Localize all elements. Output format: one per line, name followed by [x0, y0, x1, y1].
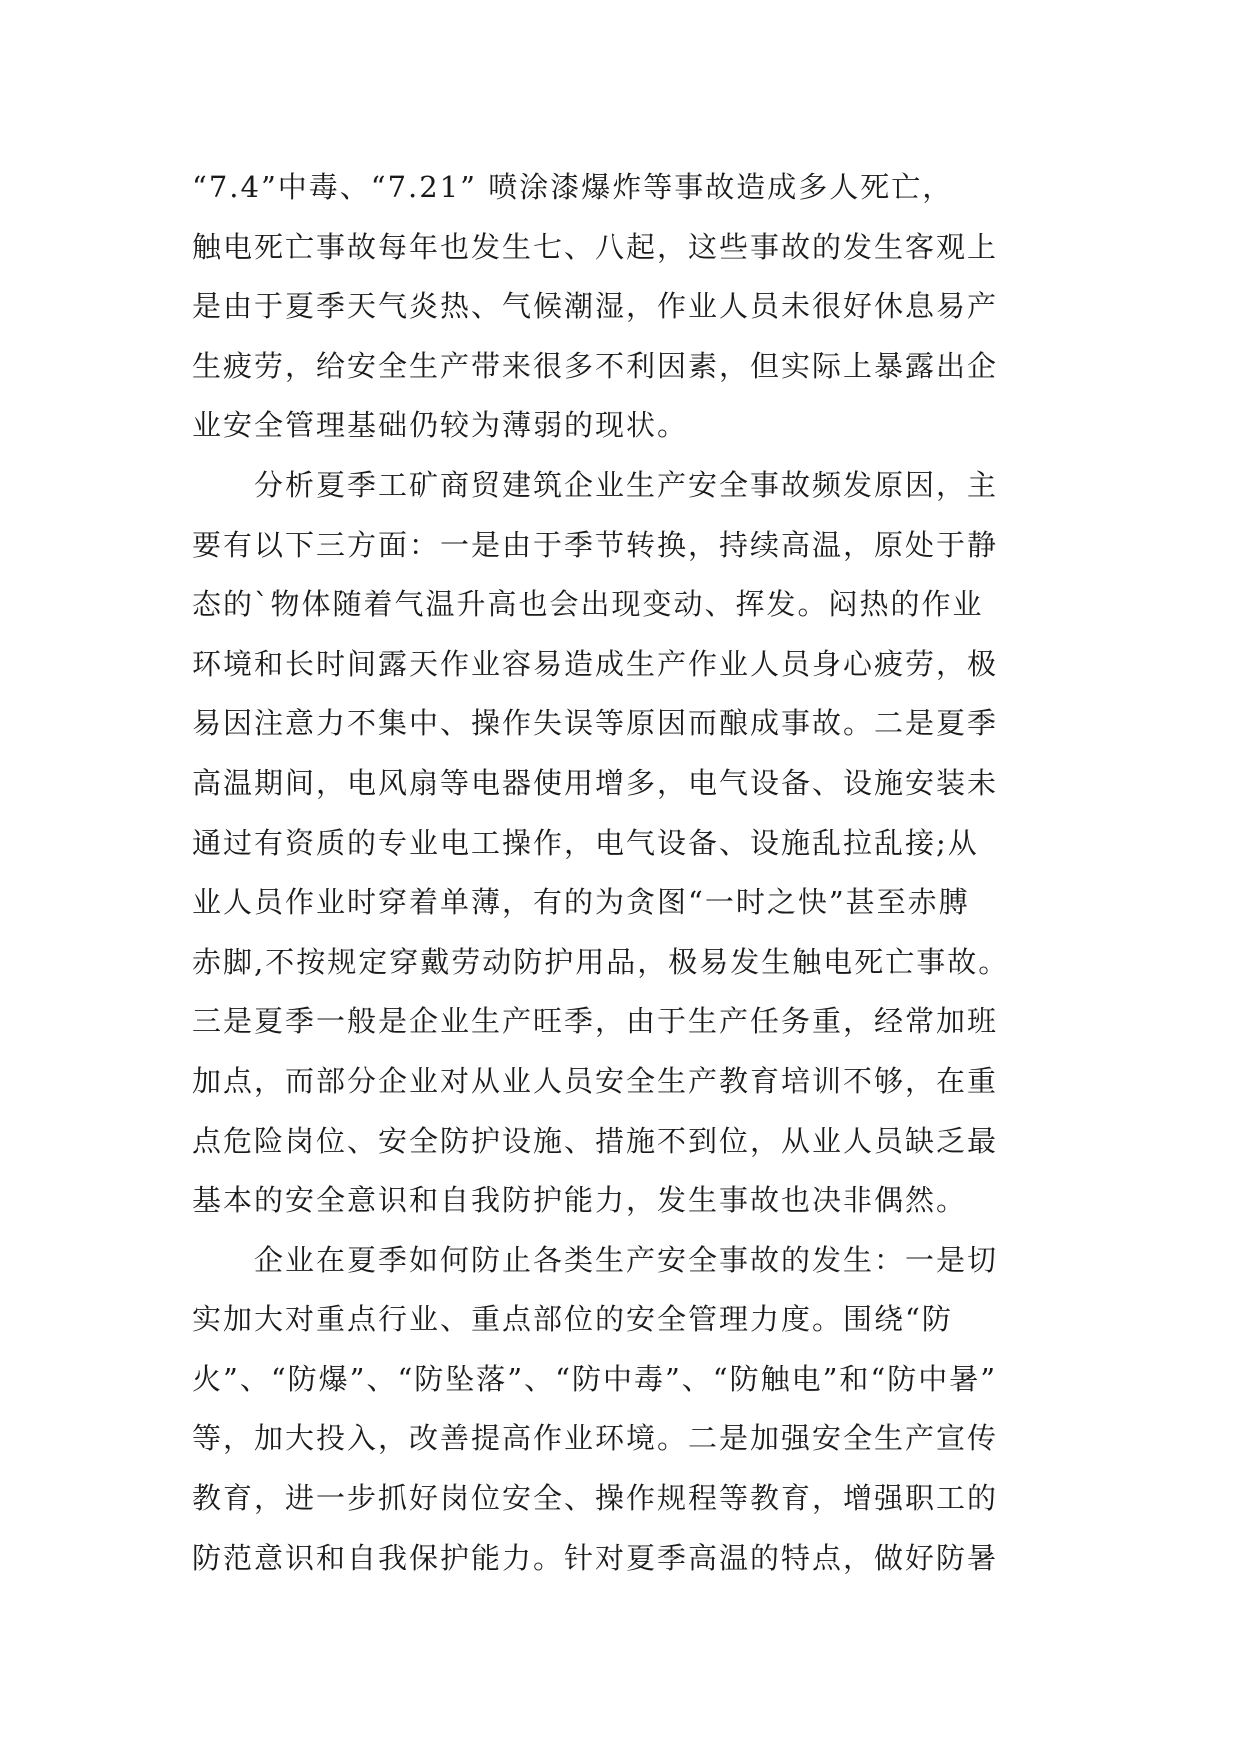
paragraph-2-line-9: 赤脚,不按规定穿戴劳动防护用品，极易发生触电死亡事故。 — [192, 944, 1010, 979]
paragraph-1-line-5: 业安全管理基础仍较为薄弱的现状。 — [192, 408, 689, 443]
paragraph-2-line-13: 基本的安全意识和自我防护能力，发生事故也决非偶然。 — [192, 1183, 968, 1218]
paragraph-1-line-1: “7.4”中毒、“7.21” 喷涂漆爆炸等事故造成多人死亡， — [192, 170, 954, 204]
paragraph-1-line-2: 触电死亡事故每年也发生七、八起，这些事故的发生客观上 — [192, 229, 999, 264]
paragraph-3-line-6: 防范意识和自我保护能力。针对夏季高温的特点，做好防暑 — [192, 1540, 999, 1575]
paragraph-2-line-2: 要有以下三方面：一是由于季节转换，持续高温，原处于静 — [192, 527, 999, 562]
paragraph-2-line-5: 易因注意力不集中、操作失误等原因而酿成事故。二是夏季 — [192, 706, 999, 741]
paragraph-2-line-10: 三是夏季一般是企业生产旺季，由于生产任务重，经常加班 — [192, 1004, 999, 1039]
body-text — [192, 158, 1052, 1588]
paragraph-1-line-4: 生疲劳，给安全生产带来很多不利因素，但实际上暴露出企 — [192, 348, 999, 383]
paragraph-3-line-4: 等，加大投入，改善提高作业环境。二是加强安全生产宣传 — [192, 1421, 999, 1456]
paragraph-3-line-1: 企业在夏季如何防止各类生产安全事故的发生：一是切 — [254, 1242, 999, 1277]
paragraph-2-line-6: 高温期间，电风扇等电器使用增多，电气设备、设施安装未 — [192, 765, 999, 800]
paragraph-2-line-4: 环境和长时间露天作业容易造成生产作业人员身心疲劳，极 — [192, 646, 999, 681]
paragraph-2-line-11: 加点，而部分企业对从业人员安全生产教育培训不够，在重 — [192, 1063, 999, 1098]
paragraph-3-line-5: 教育，进一步抓好岗位安全、操作规程等教育，增强职工的 — [192, 1481, 999, 1516]
paragraph-2-line-8: 业人员作业时穿着单薄，有的为贪图“一时之快”甚至赤膊 — [192, 885, 970, 920]
paragraph-2-line-1: 分析夏季工矿商贸建筑企业生产安全事故频发原因，主 — [254, 467, 999, 502]
paragraph-3-line-3: 火”、“防爆”、“防坠落”、“防中毒”、“防触电”和“防中暑” — [192, 1361, 998, 1396]
paragraph-2-line-7: 通过有资质的专业电工操作，电气设备、设施乱拉乱接;从 — [192, 825, 979, 860]
paragraph-2-line-12: 点危险岗位、安全防护设施、措施不到位，从业人员缺乏最 — [192, 1123, 999, 1158]
paragraph-1-line-3: 是由于夏季天气炎热、气候潮湿，作业人员未很好休息易产 — [192, 289, 999, 324]
paragraph-2-line-3: 态的`物体随着气温升高也会出现变动、挥发。闷热的作业 — [192, 587, 984, 622]
paragraph-3-line-2: 实加大对重点行业、重点部位的安全管理力度。围绕“防 — [192, 1302, 953, 1337]
